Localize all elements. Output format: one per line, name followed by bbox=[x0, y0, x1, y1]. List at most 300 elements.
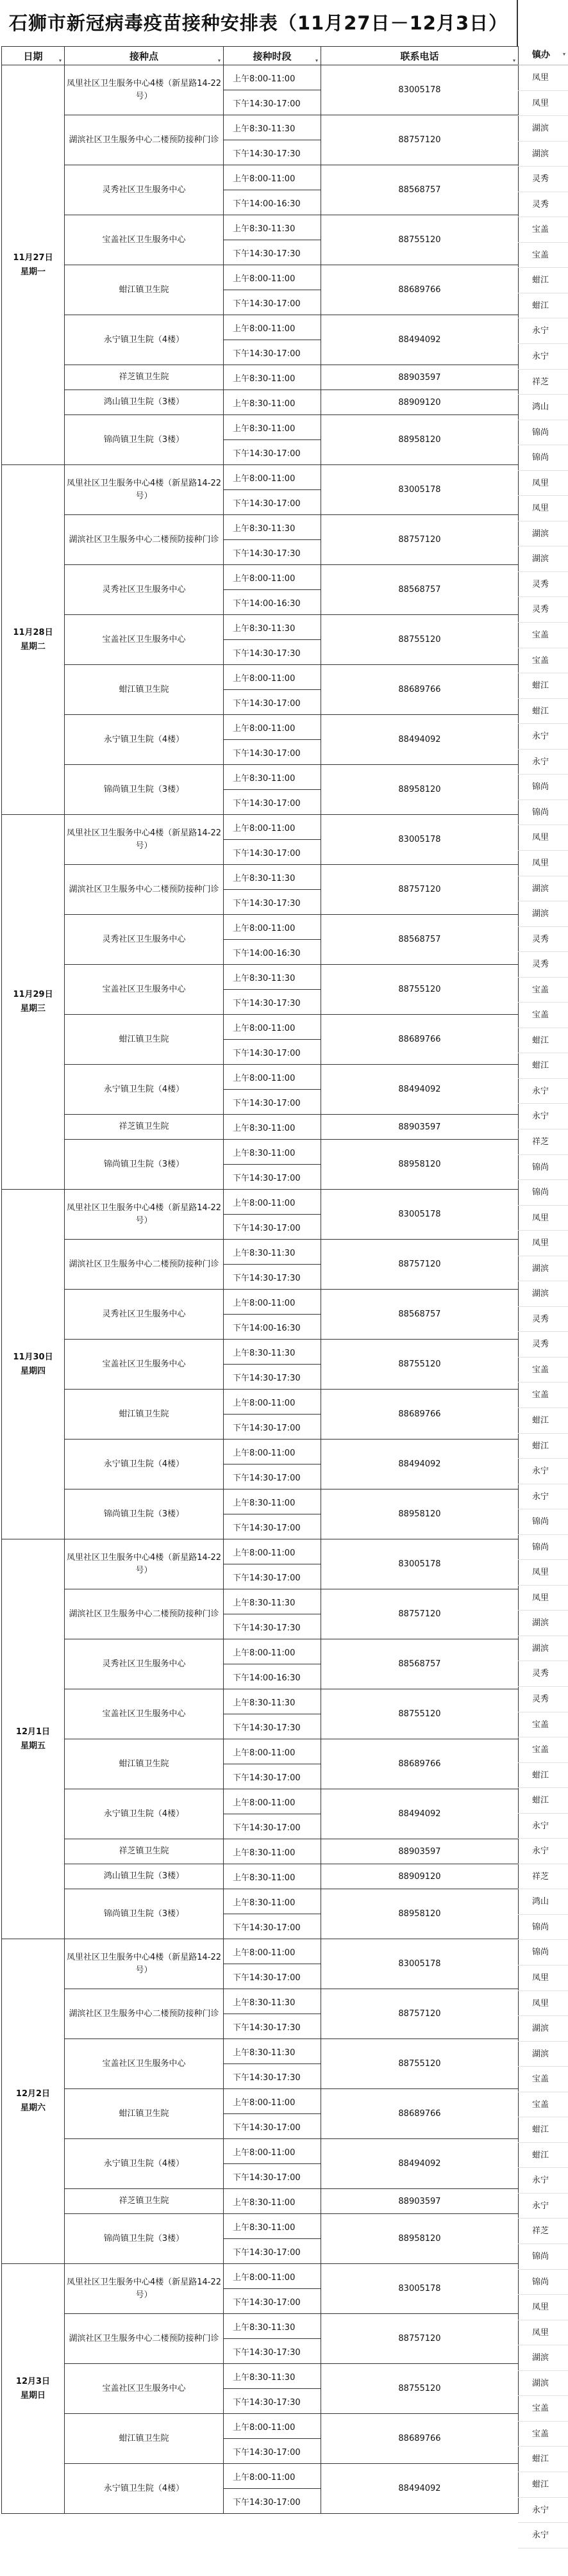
town-cell: 锦尚 bbox=[518, 1915, 568, 1940]
time-slot-cell: 下午14:00-16:30 bbox=[224, 590, 321, 615]
town-cell: 蚶江 bbox=[518, 699, 568, 725]
town-cell: 永宁 bbox=[518, 1484, 568, 1510]
table-row bbox=[2, 1115, 519, 1140]
table-row bbox=[2, 415, 519, 440]
town-cell: 宝盖 bbox=[518, 2067, 568, 2092]
site-cell: 蚶江镇卫生院 bbox=[65, 265, 224, 315]
town-cell: 湖滨 bbox=[518, 546, 568, 572]
table-row bbox=[2, 515, 519, 540]
table-row bbox=[2, 1864, 519, 1889]
time-slot-cell: 上午8:00-11:00 bbox=[224, 465, 321, 490]
table-row bbox=[2, 1739, 519, 1764]
town-cell: 锦尚 bbox=[518, 445, 568, 471]
town-cell: 祥芝 bbox=[518, 2219, 568, 2244]
time-slot-cell: 下午14:30-17:00 bbox=[224, 1964, 321, 1989]
town-cell: 湖滨 bbox=[518, 876, 568, 902]
town-cell: 灵秀 bbox=[518, 1687, 568, 1712]
filter-dropdown-icon[interactable]: ▾ bbox=[562, 51, 565, 57]
site-cell: 灵秀社区卫生服务中心 bbox=[65, 565, 224, 615]
table-row bbox=[2, 1390, 519, 1415]
weekday-label: 星期三 bbox=[20, 1004, 46, 1013]
table-row bbox=[2, 265, 519, 290]
time-slot-cell: 下午14:30-17:00 bbox=[224, 2289, 321, 2314]
phone-cell: 88757120 bbox=[321, 865, 519, 915]
time-slot-cell: 下午14:30-17:30 bbox=[224, 140, 321, 165]
phone-cell: 83005178 bbox=[321, 1939, 519, 1989]
header-town[interactable]: 镇办 ▾ bbox=[518, 46, 568, 65]
town-cell: 湖滨 bbox=[518, 2345, 568, 2371]
phone-cell: 88689766 bbox=[321, 265, 519, 315]
phone-cell: 88757120 bbox=[321, 515, 519, 565]
date-label: 11月27日 bbox=[13, 252, 53, 263]
time-slot-cell: 下午14:30-17:30 bbox=[224, 990, 321, 1015]
time-slot-cell: 上午8:30-11:30 bbox=[224, 515, 321, 540]
table-row bbox=[2, 2214, 519, 2239]
time-slot-cell: 上午8:30-11:30 bbox=[224, 1989, 321, 2014]
phone-cell: 88494092 bbox=[321, 315, 519, 365]
time-slot-cell: 下午14:30-17:30 bbox=[224, 540, 321, 565]
site-cell: 蚶江镇卫生院 bbox=[65, 1390, 224, 1440]
time-slot-cell: 上午8:30-11:00 bbox=[224, 1839, 321, 1864]
town-cell: 凤里 bbox=[518, 1965, 568, 1991]
time-slot-cell: 上午8:30-11:30 bbox=[224, 1240, 321, 1265]
town-cell: 永宁 bbox=[518, 1104, 568, 1129]
phone-cell: 88755120 bbox=[321, 615, 519, 665]
phone-cell: 83005178 bbox=[321, 465, 519, 515]
time-slot-cell: 上午8:00-11:00 bbox=[224, 815, 321, 840]
phone-cell: 83005178 bbox=[321, 1539, 519, 1589]
schedule-table bbox=[1, 46, 519, 2514]
table-row bbox=[2, 2039, 519, 2064]
date-cell bbox=[2, 465, 65, 815]
table-row bbox=[2, 1989, 519, 2014]
site-cell: 永宁镇卫生院（4楼） bbox=[65, 1440, 224, 1489]
town-cell: 鸿山 bbox=[518, 395, 568, 420]
header-slot[interactable]: 接种时段 ▾ bbox=[224, 47, 321, 65]
time-slot-cell: 上午8:00-11:00 bbox=[224, 1015, 321, 1040]
time-slot-cell: 上午8:00-11:00 bbox=[224, 315, 321, 340]
town-cell: 灵秀 bbox=[518, 1661, 568, 1687]
table-row bbox=[2, 215, 519, 240]
time-slot-cell: 上午8:00-11:00 bbox=[224, 1789, 321, 1814]
phone-cell: 88755120 bbox=[321, 2039, 519, 2089]
time-slot-cell: 上午8:30-11:30 bbox=[224, 865, 321, 890]
time-slot-cell: 上午8:00-11:00 bbox=[224, 1440, 321, 1464]
time-slot-cell: 下午14:00-16:30 bbox=[224, 1315, 321, 1340]
site-cell: 永宁镇卫生院（4楼） bbox=[65, 1789, 224, 1839]
town-cell: 锦尚 bbox=[518, 420, 568, 446]
site-cell: 凤里社区卫生服务中心4楼（新星路14-22号） bbox=[65, 2264, 224, 2314]
table-row bbox=[2, 2264, 519, 2289]
site-cell: 灵秀社区卫生服务中心 bbox=[65, 1639, 224, 1689]
town-cell: 永宁 bbox=[518, 2194, 568, 2219]
site-cell: 蚶江镇卫生院 bbox=[65, 2089, 224, 2139]
site-cell: 祥芝镇卫生院 bbox=[65, 2189, 224, 2214]
site-cell: 凤里社区卫生服务中心4楼（新星路14-22号） bbox=[65, 815, 224, 865]
site-cell: 蚶江镇卫生院 bbox=[65, 1739, 224, 1789]
time-slot-cell: 下午14:30-17:00 bbox=[224, 1514, 321, 1539]
site-cell: 永宁镇卫生院（4楼） bbox=[65, 715, 224, 765]
town-cell: 宝盖 bbox=[518, 2422, 568, 2447]
table-row bbox=[2, 1589, 519, 1614]
time-slot-cell: 上午8:30-11:30 bbox=[224, 115, 321, 140]
town-cell: 锦尚 bbox=[518, 2270, 568, 2295]
table-row bbox=[2, 2139, 519, 2164]
time-slot-cell: 下午14:30-17:00 bbox=[224, 790, 321, 815]
town-cell: 鸿山 bbox=[518, 1889, 568, 1915]
table-row bbox=[2, 2189, 519, 2214]
table-row bbox=[2, 115, 519, 140]
site-cell: 鸿山镇卫生院（3楼） bbox=[65, 1864, 224, 1889]
time-slot-cell: 下午14:30-17:30 bbox=[224, 2064, 321, 2089]
site-cell: 湖滨社区卫生服务中心二楼预防接种门诊 bbox=[65, 1989, 224, 2039]
site-cell: 锦尚镇卫生院（3楼） bbox=[65, 1140, 224, 1190]
town-cell: 锦尚 bbox=[518, 1535, 568, 1561]
table-row bbox=[2, 615, 519, 640]
time-slot-cell: 下午14:30-17:30 bbox=[224, 240, 321, 265]
town-cell: 永宁 bbox=[518, 344, 568, 370]
time-slot-cell: 上午8:00-11:00 bbox=[224, 265, 321, 290]
site-cell: 凤里社区卫生服务中心4楼（新星路14-22号） bbox=[65, 65, 224, 115]
town-cell: 灵秀 bbox=[518, 927, 568, 953]
time-slot-cell: 下午14:00-16:30 bbox=[224, 1664, 321, 1689]
town-cell: 凤里 bbox=[518, 825, 568, 851]
phone-cell: 88755120 bbox=[321, 215, 519, 265]
town-cell: 灵秀 bbox=[518, 1332, 568, 1358]
table-row bbox=[2, 815, 519, 840]
time-slot-cell: 上午8:00-11:00 bbox=[224, 65, 321, 90]
town-cell: 宝盖 bbox=[518, 2092, 568, 2118]
town-cell: 宝盖 bbox=[518, 1358, 568, 1383]
time-slot-cell: 下午14:30-17:30 bbox=[224, 1614, 321, 1639]
town-cell: 灵秀 bbox=[518, 167, 568, 192]
time-slot-cell: 上午8:30-11:30 bbox=[224, 615, 321, 640]
time-slot-cell: 下午14:30-17:00 bbox=[224, 1415, 321, 1440]
table-row bbox=[2, 1789, 519, 1814]
weekday-label: 星期二 bbox=[20, 641, 46, 652]
header-row bbox=[2, 47, 519, 65]
table-row bbox=[2, 1065, 519, 1090]
town-cell: 凤里 bbox=[518, 1560, 568, 1586]
table-row bbox=[2, 1340, 519, 1365]
date-label: 11月28日 bbox=[13, 627, 53, 637]
town-cell: 锦尚 bbox=[518, 800, 568, 826]
phone-cell: 88755120 bbox=[321, 1689, 519, 1739]
table-row bbox=[2, 165, 519, 190]
phone-cell: 88757120 bbox=[321, 115, 519, 165]
town-cell: 锦尚 bbox=[518, 1180, 568, 1206]
filter-dropdown-icon[interactable]: ▾ bbox=[217, 58, 221, 63]
time-slot-cell: 下午14:30-17:00 bbox=[224, 440, 321, 465]
site-cell: 湖滨社区卫生服务中心二楼预防接种门诊 bbox=[65, 515, 224, 565]
site-cell: 湖滨社区卫生服务中心二楼预防接种门诊 bbox=[65, 2314, 224, 2364]
site-cell: 锦尚镇卫生院（3楼） bbox=[65, 2214, 224, 2264]
time-slot-cell: 下午14:30-17:00 bbox=[224, 2489, 321, 2514]
title-border bbox=[517, 0, 518, 46]
time-slot-cell: 上午8:00-11:00 bbox=[224, 1639, 321, 1664]
phone-cell: 88568757 bbox=[321, 1639, 519, 1689]
town-cell: 蚶江 bbox=[518, 1408, 568, 1434]
town-cell: 永宁 bbox=[518, 2523, 568, 2548]
phone-cell: 88689766 bbox=[321, 2089, 519, 2139]
date-cell bbox=[2, 1190, 65, 1539]
town-cell: 宝盖 bbox=[518, 648, 568, 674]
site-cell: 祥芝镇卫生院 bbox=[65, 365, 224, 390]
time-slot-cell: 下午14:30-17:00 bbox=[224, 690, 321, 715]
table-row bbox=[2, 1290, 519, 1315]
table-row bbox=[2, 1889, 519, 1914]
time-slot-cell: 上午8:00-11:00 bbox=[224, 1190, 321, 1215]
site-cell: 祥芝镇卫生院 bbox=[65, 1115, 224, 1140]
time-slot-cell: 上午8:30-11:30 bbox=[224, 1340, 321, 1365]
table-row bbox=[2, 1639, 519, 1664]
site-cell: 宝盖社区卫生服务中心 bbox=[65, 1340, 224, 1390]
filter-dropdown-icon[interactable]: ▾ bbox=[512, 58, 515, 63]
time-slot-cell: 上午8:00-11:00 bbox=[224, 1939, 321, 1964]
site-cell: 宝盖社区卫生服务中心 bbox=[65, 2039, 224, 2089]
time-slot-cell: 上午8:30-11:00 bbox=[224, 2214, 321, 2239]
town-cell: 宝盖 bbox=[518, 978, 568, 1003]
time-slot-cell: 上午8:00-11:00 bbox=[224, 2139, 321, 2164]
site-cell: 凤里社区卫生服务中心4楼（新星路14-22号） bbox=[65, 465, 224, 515]
town-cell: 宝盖 bbox=[518, 2396, 568, 2422]
time-slot-cell: 上午8:00-11:00 bbox=[224, 2464, 321, 2489]
town-cell: 祥芝 bbox=[518, 1864, 568, 1890]
time-slot-cell: 上午8:30-11:00 bbox=[224, 1115, 321, 1140]
phone-cell: 88755120 bbox=[321, 965, 519, 1015]
time-slot-cell: 下午14:30-17:00 bbox=[224, 1215, 321, 1240]
site-cell: 祥芝镇卫生院 bbox=[65, 1839, 224, 1864]
town-cell: 宝盖 bbox=[518, 243, 568, 268]
table-row bbox=[2, 2089, 519, 2114]
site-cell: 鸿山镇卫生院（3楼） bbox=[65, 390, 224, 415]
phone-cell: 88909120 bbox=[321, 390, 519, 415]
time-slot-cell: 上午8:30-11:00 bbox=[224, 365, 321, 390]
time-slot-cell: 下午14:00-16:30 bbox=[224, 190, 321, 215]
time-slot-cell: 下午14:30-17:00 bbox=[224, 1764, 321, 1789]
phone-cell: 88903597 bbox=[321, 1839, 519, 1864]
filter-dropdown-icon[interactable]: ▾ bbox=[58, 58, 62, 63]
table-row bbox=[2, 565, 519, 590]
phone-cell: 88958120 bbox=[321, 765, 519, 815]
site-cell: 蚶江镇卫生院 bbox=[65, 2414, 224, 2464]
town-cell: 蚶江 bbox=[518, 268, 568, 293]
time-slot-cell: 上午8:00-11:00 bbox=[224, 2414, 321, 2439]
time-slot-cell: 上午8:30-11:00 bbox=[224, 1864, 321, 1889]
phone-cell: 88958120 bbox=[321, 1489, 519, 1539]
phone-cell: 88757120 bbox=[321, 1989, 519, 2039]
header-phone[interactable]: 联系电话 ▾ bbox=[321, 47, 519, 65]
town-cell: 锦尚 bbox=[518, 1155, 568, 1181]
time-slot-cell: 上午8:30-11:00 bbox=[224, 1140, 321, 1165]
site-cell: 宝盖社区卫生服务中心 bbox=[65, 2364, 224, 2414]
town-cell: 蚶江 bbox=[518, 1053, 568, 1079]
filter-dropdown-icon[interactable]: ▾ bbox=[315, 58, 318, 63]
time-slot-cell: 下午14:30-17:30 bbox=[224, 2389, 321, 2414]
time-slot-cell: 上午8:00-11:00 bbox=[224, 665, 321, 690]
date-cell bbox=[2, 815, 65, 1190]
phone-cell: 88494092 bbox=[321, 1065, 519, 1115]
page-title: 石狮市新冠病毒疫苗接种安排表（11月27日－12月3日） bbox=[8, 12, 508, 34]
table-row bbox=[2, 1440, 519, 1464]
header-date[interactable]: 日期 ▾ bbox=[2, 47, 65, 65]
site-cell: 宝盖社区卫生服务中心 bbox=[65, 1689, 224, 1739]
phone-cell: 88689766 bbox=[321, 1015, 519, 1065]
time-slot-cell: 上午8:30-11:00 bbox=[224, 390, 321, 415]
town-cell: 湖滨 bbox=[518, 116, 568, 142]
time-slot-cell: 下午14:30-17:30 bbox=[224, 1714, 321, 1739]
town-cell: 湖滨 bbox=[518, 1281, 568, 1307]
phone-cell: 88903597 bbox=[321, 1115, 519, 1140]
time-slot-cell: 上午8:30-11:30 bbox=[224, 2314, 321, 2339]
time-slot-cell: 上午8:30-11:00 bbox=[224, 1489, 321, 1514]
town-cell: 蚶江 bbox=[518, 673, 568, 699]
site-cell: 灵秀社区卫生服务中心 bbox=[65, 165, 224, 215]
site-cell: 湖滨社区卫生服务中心二楼预防接种门诊 bbox=[65, 1589, 224, 1639]
time-slot-cell: 上午8:00-11:00 bbox=[224, 715, 321, 740]
town-cell: 凤里 bbox=[518, 2320, 568, 2346]
time-slot-cell: 下午14:30-17:00 bbox=[224, 290, 321, 315]
time-slot-cell: 上午8:00-11:00 bbox=[224, 2089, 321, 2114]
date-label: 11月30日 bbox=[13, 1352, 53, 1362]
time-slot-cell: 上午8:30-11:30 bbox=[224, 965, 321, 990]
time-slot-cell: 上午8:30-11:30 bbox=[224, 1589, 321, 1614]
town-cell: 凤里 bbox=[518, 1231, 568, 1256]
phone-cell: 88903597 bbox=[321, 2189, 519, 2214]
site-cell: 灵秀社区卫生服务中心 bbox=[65, 1290, 224, 1340]
table-row bbox=[2, 1015, 519, 1040]
phone-cell: 88755120 bbox=[321, 1340, 519, 1390]
town-cell: 灵秀 bbox=[518, 952, 568, 978]
time-slot-cell: 下午14:30-17:00 bbox=[224, 2239, 321, 2264]
phone-cell: 83005178 bbox=[321, 815, 519, 865]
time-slot-cell: 上午8:30-11:30 bbox=[224, 1689, 321, 1714]
town-cell: 湖滨 bbox=[518, 2042, 568, 2067]
site-cell: 锦尚镇卫生院（3楼） bbox=[65, 1889, 224, 1939]
table-row bbox=[2, 2314, 519, 2339]
phone-cell: 88568757 bbox=[321, 915, 519, 965]
town-cell: 蚶江 bbox=[518, 1788, 568, 1814]
time-slot-cell: 下午14:30-17:00 bbox=[224, 1914, 321, 1939]
time-slot-cell: 上午8:00-11:00 bbox=[224, 1290, 321, 1315]
time-slot-cell: 上午8:30-11:30 bbox=[224, 2039, 321, 2064]
town-cell: 灵秀 bbox=[518, 192, 568, 218]
town-cell: 灵秀 bbox=[518, 597, 568, 623]
phone-cell: 88755120 bbox=[321, 2364, 519, 2414]
date-cell bbox=[2, 2264, 65, 2514]
town-cell: 锦尚 bbox=[518, 775, 568, 800]
town-cell: 锦尚 bbox=[518, 2244, 568, 2270]
site-cell: 凤里社区卫生服务中心4楼（新星路14-22号） bbox=[65, 1539, 224, 1589]
phone-cell: 88494092 bbox=[321, 715, 519, 765]
time-slot-cell: 下午14:30-17:00 bbox=[224, 1464, 321, 1489]
town-cell: 永宁 bbox=[518, 1814, 568, 1839]
site-cell: 凤里社区卫生服务中心4楼（新星路14-22号） bbox=[65, 1190, 224, 1240]
time-slot-cell: 下午14:30-17:00 bbox=[224, 1090, 321, 1115]
time-slot-cell: 下午14:30-17:00 bbox=[224, 1040, 321, 1065]
time-slot-cell: 上午8:00-11:00 bbox=[224, 565, 321, 590]
time-slot-cell: 上午8:00-11:00 bbox=[224, 165, 321, 190]
site-cell: 永宁镇卫生院（4楼） bbox=[65, 2464, 224, 2514]
table-row bbox=[2, 1539, 519, 1564]
phone-cell: 88757120 bbox=[321, 2314, 519, 2364]
town-cell: 锦尚 bbox=[518, 1940, 568, 1965]
table-row bbox=[2, 1489, 519, 1514]
header-site[interactable]: 接种点 ▾ bbox=[65, 47, 224, 65]
time-slot-cell: 上午8:30-11:30 bbox=[224, 215, 321, 240]
table-row bbox=[2, 1839, 519, 1864]
town-cell: 蚶江 bbox=[518, 2117, 568, 2143]
town-cell: 凤里 bbox=[518, 1206, 568, 1231]
town-cell: 蚶江 bbox=[518, 1763, 568, 1789]
town-cell: 永宁 bbox=[518, 1459, 568, 1484]
table-row bbox=[2, 1689, 519, 1714]
town-cell: 湖滨 bbox=[518, 142, 568, 167]
town-cell: 湖滨 bbox=[518, 521, 568, 547]
phone-cell: 88568757 bbox=[321, 565, 519, 615]
phone-cell: 88689766 bbox=[321, 665, 519, 715]
town-cell: 永宁 bbox=[518, 750, 568, 775]
table-row bbox=[2, 315, 519, 340]
time-slot-cell: 下午14:30-17:00 bbox=[224, 2164, 321, 2189]
phone-cell: 88958120 bbox=[321, 1140, 519, 1190]
table-row bbox=[2, 1190, 519, 1215]
table-row bbox=[2, 1240, 519, 1265]
time-slot-cell: 下午14:30-17:30 bbox=[224, 2339, 321, 2364]
town-cell: 永宁 bbox=[518, 318, 568, 344]
time-slot-cell: 上午8:30-11:00 bbox=[224, 415, 321, 440]
town-cell: 湖滨 bbox=[518, 2371, 568, 2397]
phone-cell: 88568757 bbox=[321, 165, 519, 215]
site-cell: 宝盖社区卫生服务中心 bbox=[65, 615, 224, 665]
site-cell: 永宁镇卫生院（4楼） bbox=[65, 2139, 224, 2189]
phone-cell: 83005178 bbox=[321, 2264, 519, 2314]
phone-cell: 88494092 bbox=[321, 2139, 519, 2189]
town-cell: 湖滨 bbox=[518, 1256, 568, 1282]
site-cell: 锦尚镇卫生院（3楼） bbox=[65, 415, 224, 465]
time-slot-cell: 上午8:30-11:00 bbox=[224, 2189, 321, 2214]
town-cell: 湖滨 bbox=[518, 2016, 568, 2042]
time-slot-cell: 下午14:30-17:30 bbox=[224, 1365, 321, 1390]
town-cell: 锦尚 bbox=[518, 1509, 568, 1535]
weekday-label: 星期日 bbox=[20, 2390, 46, 2400]
time-slot-cell: 下午14:30-17:00 bbox=[224, 90, 321, 115]
time-slot-cell: 下午14:30-17:00 bbox=[224, 1564, 321, 1589]
time-slot-cell: 上午8:30-11:00 bbox=[224, 1889, 321, 1914]
table-row bbox=[2, 2464, 519, 2489]
table-row bbox=[2, 915, 519, 940]
table-row bbox=[2, 465, 519, 490]
town-cell: 祥芝 bbox=[518, 370, 568, 395]
site-cell: 锦尚镇卫生院（3楼） bbox=[65, 765, 224, 815]
phone-cell: 88903597 bbox=[321, 365, 519, 390]
time-slot-cell: 下午14:30-17:30 bbox=[224, 1265, 321, 1290]
time-slot-cell: 下午14:30-17:00 bbox=[224, 1165, 321, 1190]
town-cell: 蚶江 bbox=[518, 2143, 568, 2169]
town-cell: 永宁 bbox=[518, 724, 568, 750]
weekday-label: 星期六 bbox=[20, 2103, 46, 2113]
town-cell: 凤里 bbox=[518, 471, 568, 496]
phone-cell: 88568757 bbox=[321, 1290, 519, 1340]
site-cell: 灵秀社区卫生服务中心 bbox=[65, 915, 224, 965]
time-slot-cell: 下午14:30-17:30 bbox=[224, 2014, 321, 2039]
site-cell: 宝盖社区卫生服务中心 bbox=[65, 215, 224, 265]
town-cell: 永宁 bbox=[518, 2498, 568, 2523]
date-label: 11月29日 bbox=[13, 990, 53, 999]
town-cell: 灵秀 bbox=[518, 1307, 568, 1333]
phone-cell: 88494092 bbox=[321, 2464, 519, 2514]
table-row bbox=[2, 2364, 519, 2389]
